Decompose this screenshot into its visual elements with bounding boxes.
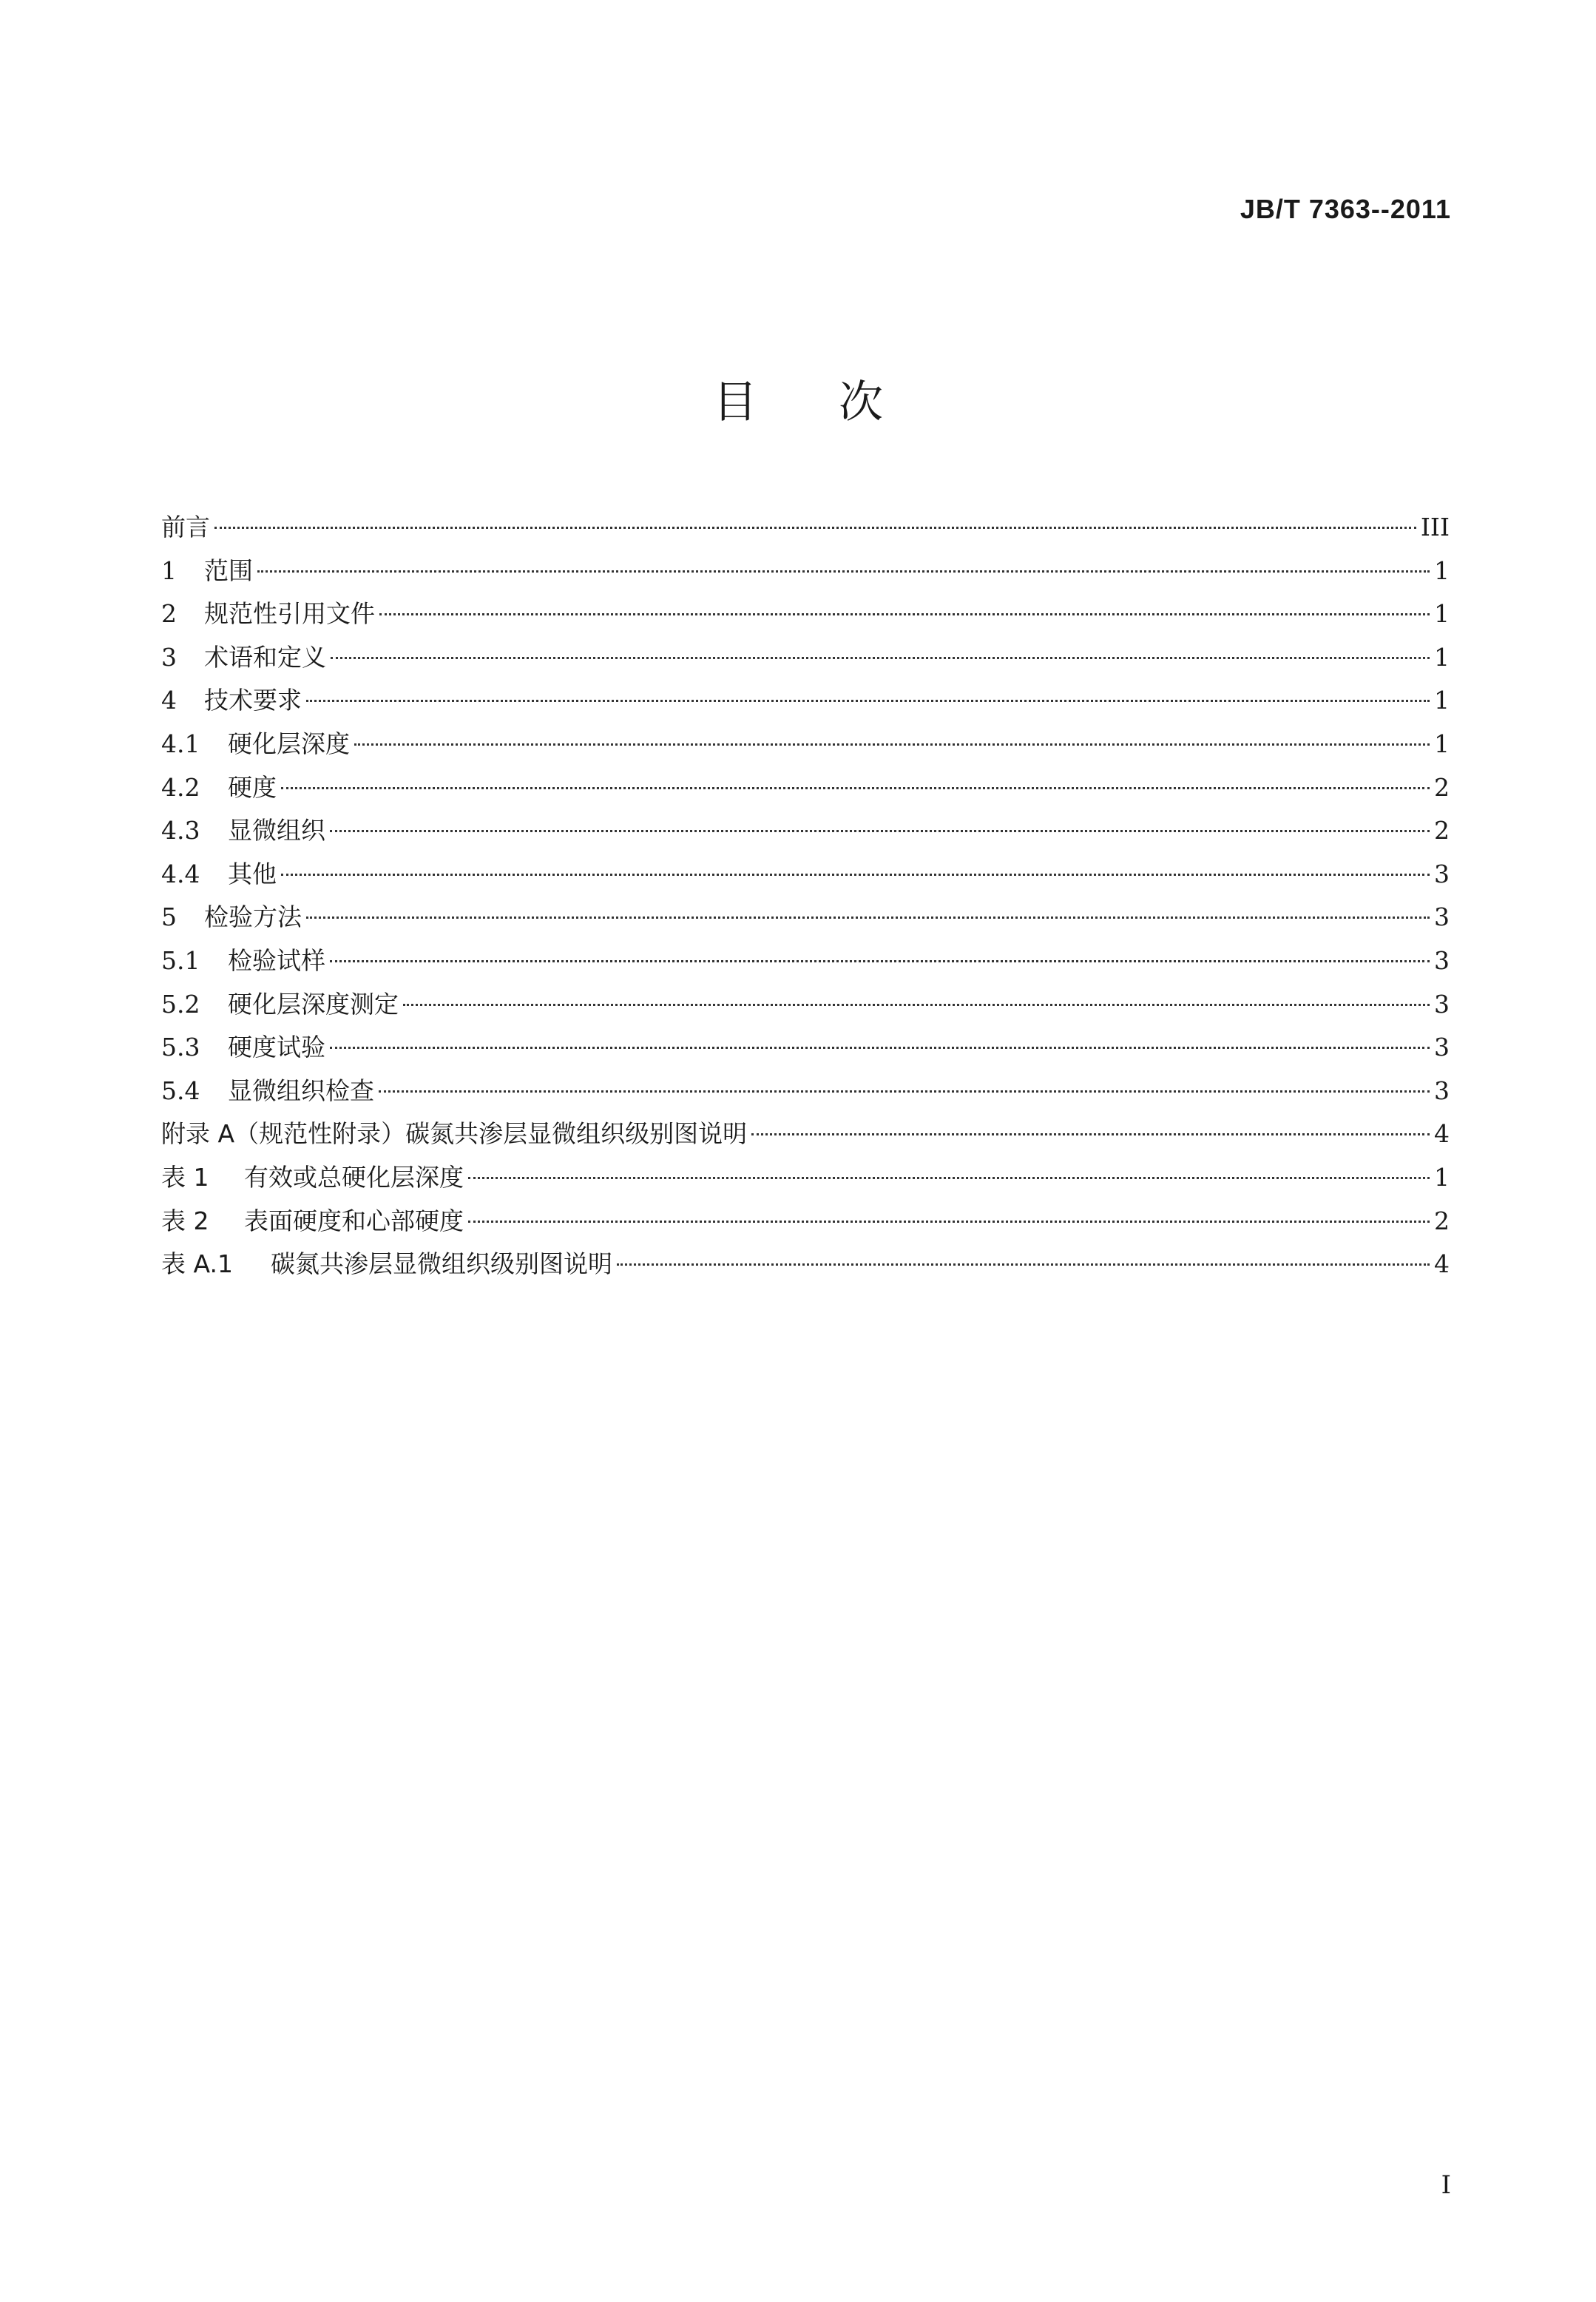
toc-entry-number: 4 xyxy=(161,686,177,715)
toc-entry-title: 硬度试验 xyxy=(228,1033,325,1062)
toc-entry-title: 硬度 xyxy=(228,772,277,802)
toc-leader xyxy=(306,917,1430,919)
toc-entry-number: 4.2 xyxy=(161,772,200,802)
toc-entry-title: 其他 xyxy=(228,859,277,888)
toc-entry-5-1[interactable] xyxy=(161,939,1450,983)
document-code: JB/T 7363--2011 xyxy=(1240,194,1451,224)
toc-entry-appendix-a[interactable] xyxy=(161,1113,1450,1156)
toc-entry-5-3[interactable] xyxy=(161,1026,1450,1070)
toc-entry-table-2[interactable] xyxy=(161,1200,1450,1243)
toc-entry-title: 表面硬度和心部硬度 xyxy=(244,1206,464,1235)
toc-entry-5[interactable] xyxy=(161,896,1450,939)
toc-entry-page: III xyxy=(1420,513,1450,541)
page-title: 目次 xyxy=(713,377,964,428)
toc-entry-title: 检验方法 xyxy=(204,902,302,932)
page-number: I xyxy=(1441,2170,1451,2200)
toc-leader xyxy=(751,1133,1430,1135)
toc-leader xyxy=(330,960,1430,962)
toc-entry-page: 2 xyxy=(1434,772,1450,802)
toc-entry-number: 表 1 xyxy=(161,1162,209,1192)
toc-entry-page: 1 xyxy=(1434,729,1450,758)
toc-entry-page: 3 xyxy=(1434,945,1450,975)
toc-entry-table-1[interactable] xyxy=(161,1156,1450,1200)
toc-entry-number: 表 2 xyxy=(161,1206,209,1235)
toc-leader xyxy=(379,1090,1430,1093)
toc-entry-number: 4.3 xyxy=(161,816,200,845)
toc-entry-number: 5.4 xyxy=(161,1076,200,1105)
toc-entry-page: 4 xyxy=(1434,1249,1450,1279)
toc-leader xyxy=(214,527,1416,529)
toc-entry-number: 1 xyxy=(161,556,177,585)
toc-entry-page: 1 xyxy=(1434,1162,1450,1192)
toc-entry-title: 硬化层深度 xyxy=(228,729,350,758)
toc-entry-number: 表 A.1 xyxy=(161,1249,233,1279)
toc-leader xyxy=(379,613,1430,615)
toc-entry-page: 3 xyxy=(1434,859,1450,888)
toc-entry-page: 4 xyxy=(1434,1119,1450,1149)
toc-entry-number: 5 xyxy=(161,902,177,932)
toc-entry-5-4[interactable] xyxy=(161,1070,1450,1113)
toc-entry-4-1[interactable] xyxy=(161,723,1450,766)
toc-entry-page: 3 xyxy=(1434,1076,1450,1105)
toc-entry-4[interactable] xyxy=(161,679,1450,723)
toc-leader xyxy=(281,874,1430,876)
toc-entry-3[interactable] xyxy=(161,636,1450,680)
toc-entry-number: 5.3 xyxy=(161,1033,200,1062)
toc-entry-title: 显微组织检查 xyxy=(228,1076,374,1105)
toc-entry-5-2[interactable] xyxy=(161,983,1450,1027)
toc-entry-title: 技术要求 xyxy=(204,686,302,715)
toc-leader xyxy=(330,1047,1430,1049)
toc-entry-page: 2 xyxy=(1434,1206,1450,1235)
toc-leader xyxy=(257,570,1430,573)
toc-entry-title: 检验试样 xyxy=(228,945,325,975)
toc-entry-title: 碳氮共渗层显微组织级别图说明 xyxy=(271,1249,612,1279)
toc-entry-number: 5.2 xyxy=(161,989,200,1019)
toc-entry-title: 硬化层深度测定 xyxy=(228,989,399,1019)
toc-leader xyxy=(330,830,1430,832)
toc-entry-title: 前言 xyxy=(161,513,210,541)
toc-entry-title: 范围 xyxy=(204,556,253,585)
toc-leader xyxy=(306,700,1430,702)
toc-entry-2[interactable] xyxy=(161,593,1450,636)
toc-entry-page: 1 xyxy=(1434,556,1450,585)
toc-entry-page: 3 xyxy=(1434,1033,1450,1062)
toc-leader xyxy=(331,657,1430,659)
toc-entry-page: 1 xyxy=(1434,642,1450,672)
toc-entry-page: 3 xyxy=(1434,989,1450,1019)
toc-entry-1[interactable] xyxy=(161,550,1450,593)
toc-entry-title: 有效或总硬化层深度 xyxy=(244,1162,464,1192)
toc-entry-table-a1[interactable] xyxy=(161,1243,1450,1286)
toc-entry-title: 术语和定义 xyxy=(204,642,326,672)
toc-entry-title: 附录 A（规范性附录）碳氮共渗层显微组织级别图说明 xyxy=(161,1119,748,1149)
toc-entry-page: 2 xyxy=(1434,816,1450,845)
toc-entry-number: 3 xyxy=(161,642,177,672)
toc-leader xyxy=(281,787,1430,789)
toc-leader xyxy=(468,1177,1430,1179)
toc-entry-number: 2 xyxy=(161,599,177,629)
toc-entry-page: 1 xyxy=(1434,599,1450,629)
table-of-contents xyxy=(161,506,1450,1286)
toc-entry-page: 1 xyxy=(1434,686,1450,715)
toc-entry-title: 规范性引用文件 xyxy=(204,599,375,629)
toc-entry-number: 5.1 xyxy=(161,945,200,975)
toc-leader xyxy=(403,1004,1430,1006)
toc-leader xyxy=(617,1263,1430,1266)
toc-entry-number: 4.1 xyxy=(161,729,200,758)
toc-entry-title: 显微组织 xyxy=(228,816,325,845)
toc-leader xyxy=(468,1221,1430,1223)
toc-entry-number: 4.4 xyxy=(161,859,200,888)
toc-entry-page: 3 xyxy=(1434,902,1450,932)
toc-entry-foreword[interactable] xyxy=(161,506,1450,550)
toc-entry-4-3[interactable] xyxy=(161,809,1450,853)
toc-leader xyxy=(354,743,1430,746)
toc-entry-4-2[interactable] xyxy=(161,766,1450,810)
toc-entry-4-4[interactable] xyxy=(161,853,1450,897)
